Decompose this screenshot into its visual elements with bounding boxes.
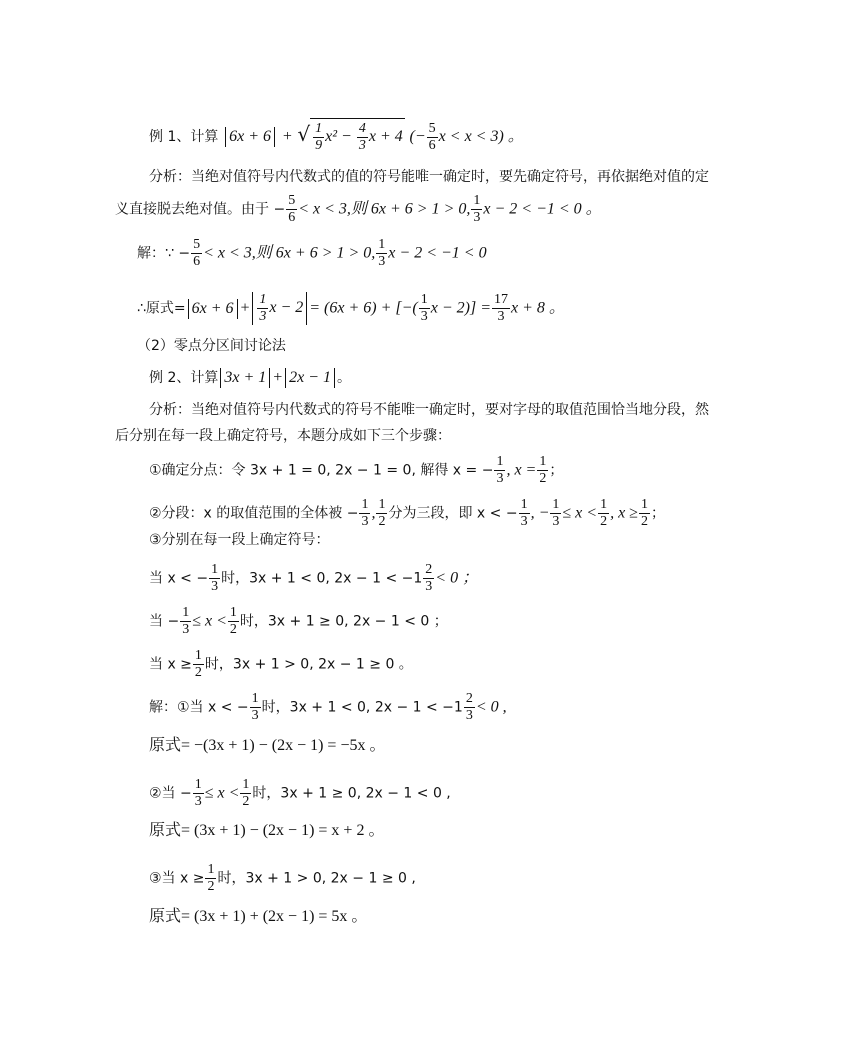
fraction: $\frac{2}{3}$: [465, 691, 473, 723]
example1-label: 例 1、计算: [149, 129, 219, 146]
abs-expression: 2x − 1: [285, 368, 335, 388]
fraction: $\frac{1}{3}$: [182, 605, 190, 637]
fraction: $\frac{1}{3}$: [496, 454, 504, 486]
solution2-case1: 解：①当 x < − $\frac{1}{3}$ 时，3x + 1 < 0, 2x − 1 < −1 $\frac{2}{3}$ < 0 ,: [149, 691, 507, 723]
abs-expression: 6x + 6: [188, 299, 238, 319]
solution2-case2: ②当 − $\frac{1}{3}$ ≤ x < $\frac{1}{2}$ 时，3x + 1 ≥ 0, 2x − 1 < 0 ,: [149, 777, 451, 809]
analysis1-line1: 分析：当绝对值符号内代数式的值的符号能唯一确定时，要先确定符号，再依据绝对值的定: [149, 169, 709, 185]
fraction: $\frac{1}{3}$: [194, 777, 202, 809]
step1-line: ①确定分点：令 3x + 1 = 0, 2x − 1 = 0, 解得 x = − $\frac{1}{3}$ , x = $\frac{1}{2}$ ；: [149, 454, 564, 486]
analysis1-line2: 义直接脱去绝对值。由于 − $\frac{5}{6}$ < x < 3,则 6x + 6 > 1 > 0, $\frac{1}{3}$ x − 2 < −1 < 0 。: [115, 193, 602, 225]
analysis2-line2: 后分别在每一段上确定符号，本题分成如下三个步骤：: [115, 428, 451, 444]
fraction: $\frac{1}{2}$: [207, 862, 215, 894]
abs-expression: 3x + 1: [220, 368, 270, 388]
fraction: $\frac{1}{3}$: [361, 497, 369, 529]
step2-line: ②分段：x 的取值范围的全体被 − $\frac{1}{3}$ , $\frac{1}{2}$ 分为三段，即 x < − $\frac{1}{3}$ , − $\frac{1}{3}$ ≤ x < $\frac{1}{2}$ , x ≥ $\frac{1}{2}$ ；: [149, 497, 665, 529]
abs-expression: $\frac{1}{3}$ x − 2: [252, 292, 307, 325]
fraction: $\frac{1}{3}$: [251, 691, 259, 723]
case1-line: 当 x < − $\frac{1}{3}$ 时，3x + 1 < 0, 2x − 1 < −1 $\frac{2}{3}$ < 0 ；: [149, 562, 479, 594]
fraction: $\frac{1}{2}$: [194, 648, 202, 680]
fraction: $\frac{1}{3}$: [520, 497, 528, 529]
fraction: $\frac{1}{3}$: [211, 562, 219, 594]
result2-case1: 原式= −(3x + 1) − (2x − 1) = −5x 。: [149, 737, 386, 754]
solution2-case3: ③当 x ≥ $\frac{1}{2}$ 时，3x + 1 > 0, 2x − 1 ≥ 0 ,: [149, 862, 416, 894]
fraction: $\frac{4}{3}$: [358, 121, 366, 153]
fraction: $\frac{1}{9}$: [315, 121, 323, 153]
fraction: $\frac{17}{3}$: [494, 292, 508, 324]
example2-line: 例 2、计算 3x + 1 + 2x − 1 。: [149, 369, 351, 386]
fraction: $\frac{1}{3}$: [378, 237, 386, 269]
fraction: $\frac{1}{2}$: [378, 497, 386, 529]
fraction: $\frac{5}{6}$: [428, 120, 436, 153]
fraction: $\frac{1}{3}$: [552, 497, 560, 529]
fraction: $\frac{1}{3}$: [473, 193, 481, 225]
fraction: $\frac{1}{2}$: [539, 454, 547, 486]
fraction: $\frac{1}{2}$: [640, 497, 648, 529]
step3-title: ③分别在每一段上确定符号：: [149, 532, 330, 548]
solution1-line: 解：∵ − $\frac{5}{6}$ < x < 3,则 6x + 6 > 1 > 0, $\frac{1}{3}$ x − 2 < −1 < 0: [137, 237, 487, 269]
sqrt-expression: $\frac{1}{9}$ x² − $\frac{4}{3}$ x + 4: [310, 118, 405, 154]
fraction: $\frac{1}{2}$: [600, 497, 608, 529]
analysis2-line1: 分析：当绝对值符号内代数式的符号不能唯一确定时，要对字母的取值范围恰当地分段，然: [149, 402, 709, 418]
fraction: $\frac{5}{6}$: [193, 237, 201, 269]
fraction: $\frac{1}{2}$: [242, 777, 250, 809]
result2-case2: 原式= (3x + 1) − (2x − 1) = x + 2 。: [149, 822, 385, 839]
result2-case3: 原式= (3x + 1) + (2x − 1) = 5x 。: [149, 908, 368, 925]
case3-line: 当 x ≥ $\frac{1}{2}$ 时，3x + 1 > 0, 2x − 1 ≥ 0 。: [149, 648, 413, 680]
case2-line: 当 − $\frac{1}{3}$ ≤ x < $\frac{1}{2}$ 时，3x + 1 ≥ 0, 2x − 1 < 0 ；: [149, 605, 448, 637]
radical-icon: √: [297, 122, 311, 147]
abs-expression: 6x + 6: [225, 127, 275, 147]
section2-title: （2）零点分区间讨论法: [137, 338, 286, 354]
condition-close: x < x < 3) 。: [438, 128, 524, 146]
fraction: $\frac{5}{6}$: [288, 193, 296, 225]
example1-line: [149, 118, 524, 154]
condition-open: (−: [409, 128, 426, 146]
plus-sign: +: [281, 128, 293, 146]
fraction: $\frac{1}{3}$: [420, 292, 428, 324]
fraction: $\frac{1}{2}$: [229, 605, 237, 637]
fraction: $\frac{2}{3}$: [425, 562, 433, 594]
result1-line: ∴原式= 6x + 6 + $\frac{1}{3}$ x − 2 = (6x + 6) + [−( $\frac{1}{3}$ x − 2)] = $\frac{17}{3}$ x + 8 。: [137, 292, 565, 325]
fraction: $\frac{1}{3}$: [259, 292, 267, 325]
